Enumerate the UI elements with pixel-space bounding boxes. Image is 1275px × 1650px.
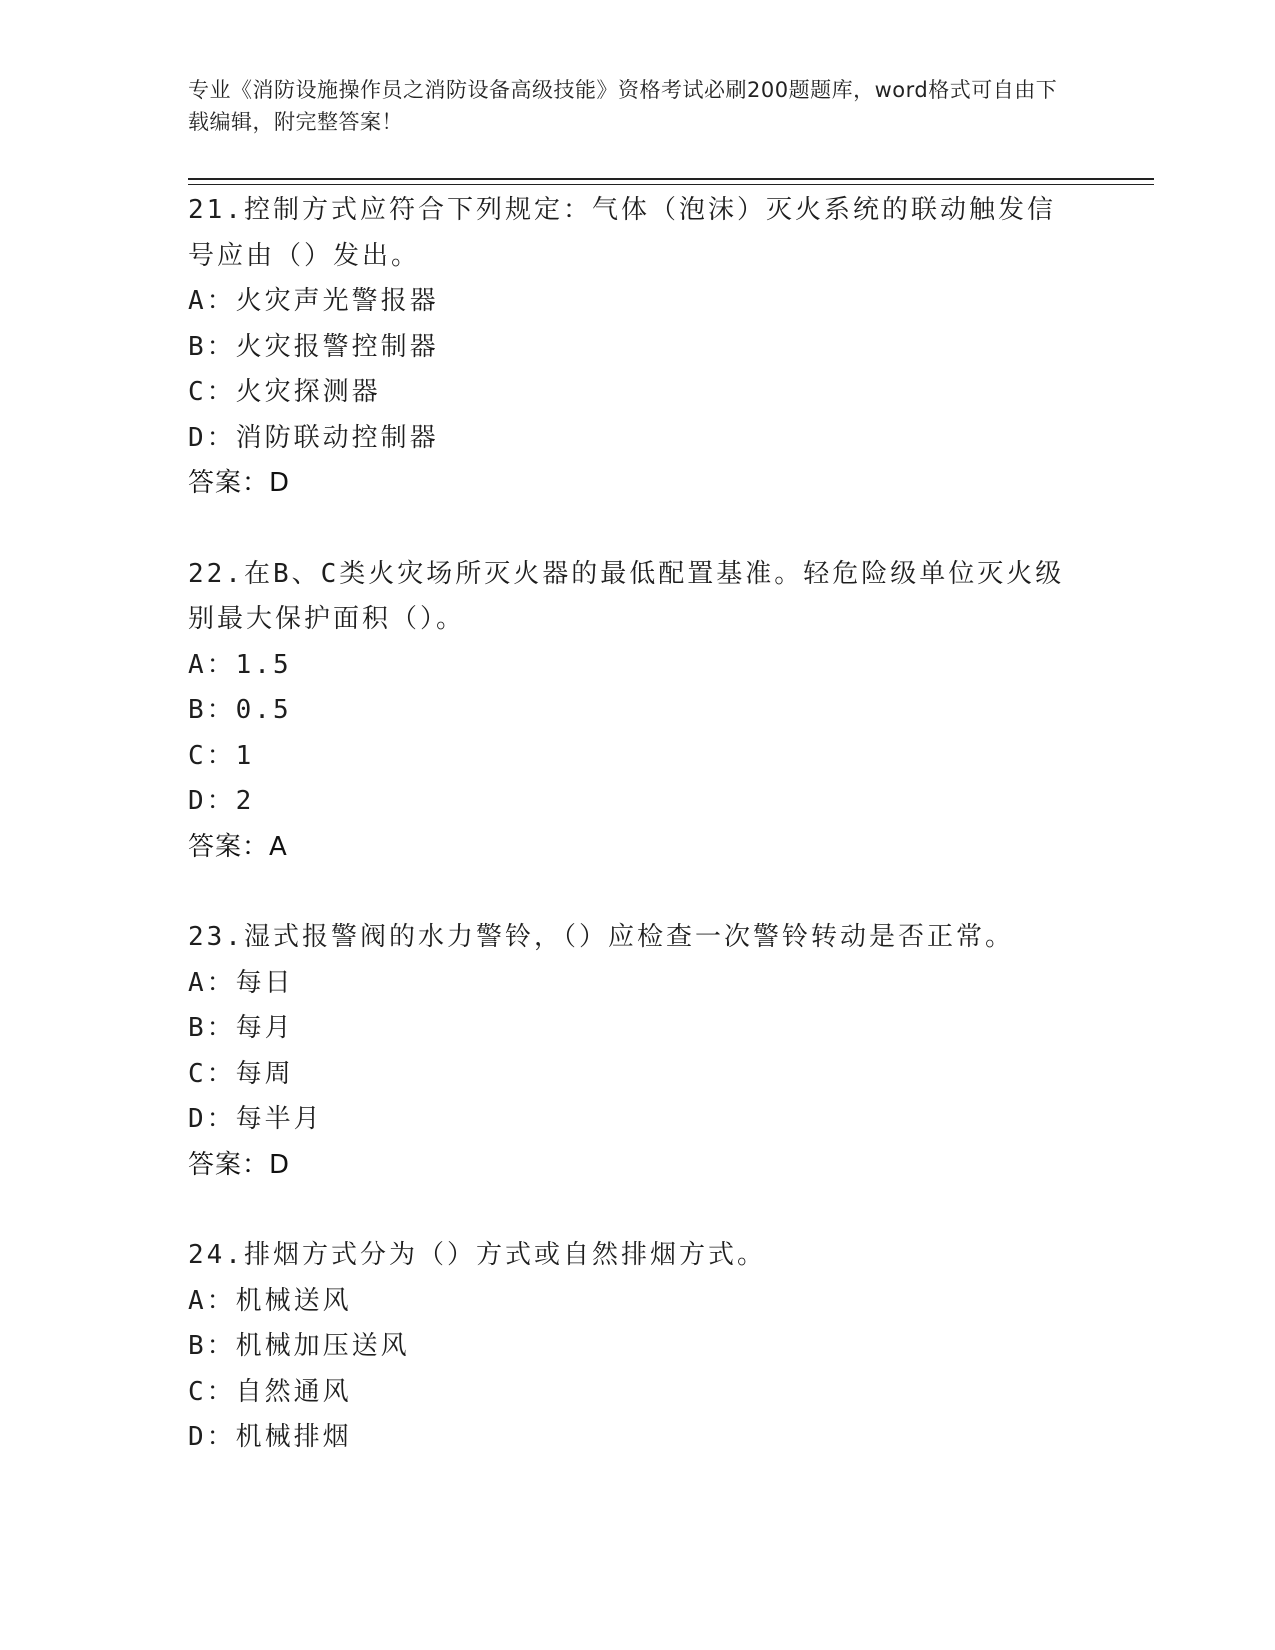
option-c: C：每周 — [188, 1058, 294, 1089]
option-d: D：2 — [188, 786, 255, 816]
option-d: D：机械排烟 — [188, 1422, 352, 1452]
question-21 — [188, 188, 1088, 507]
question-stem: 22.在B、C类火灾场所灭火器的最低配置基准。轻危险级单位灭火级别最大保护面积（）。 — [188, 558, 1065, 634]
option-b: B：每月 — [188, 1013, 294, 1043]
option-b: B：火灾报警控制器 — [188, 331, 439, 362]
option-c: C：火灾探测器 — [188, 377, 381, 407]
question-24 — [188, 1233, 1088, 1461]
option-b: B：0.5 — [188, 695, 292, 725]
answer-line: 答案：D — [188, 468, 291, 498]
header-rule-thick — [188, 178, 1154, 180]
option-d: D：消防联动控制器 — [188, 422, 439, 453]
question-stem: 23.湿式报警阀的水力警铃，（）应检查一次警铃转动是否正常。 — [188, 922, 1014, 952]
question-list — [188, 188, 1088, 1461]
option-c: C：自然通风 — [188, 1376, 352, 1407]
header-rule-thin — [188, 184, 1154, 185]
option-c: C：1 — [188, 740, 255, 771]
answer-line: 答案：D — [188, 1149, 291, 1180]
question-22 — [188, 552, 1088, 871]
question-stem: 24.排烟方式分为（）方式或自然排烟方式。 — [188, 1240, 766, 1270]
option-a: A：机械送风 — [188, 1285, 352, 1316]
answer-line: 答案：A — [188, 831, 288, 862]
option-a: A：1.5 — [188, 649, 292, 680]
option-a: A：每日 — [188, 967, 294, 998]
question-stem: 21.控制方式应符合下列规定：气体（泡沫）灭火系统的联动触发信号应由（）发出。 — [188, 195, 1056, 271]
document-header: 专业《消防设施操作员之消防设备高级技能》资格考试必刷200题题库，word格式可自由下载编辑，附完整答案！ — [188, 78, 1058, 134]
option-d: D：每半月 — [188, 1104, 323, 1134]
option-a: A：火灾声光警报器 — [188, 286, 439, 316]
option-b: B：机械加压送风 — [188, 1331, 410, 1361]
question-23 — [188, 915, 1088, 1188]
